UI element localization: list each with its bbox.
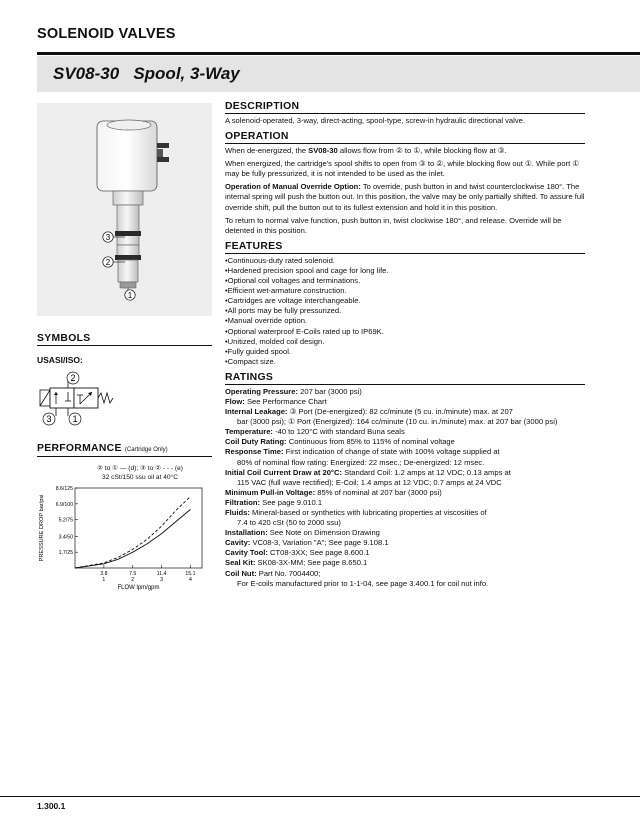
x-tick-label-gpm: 1 xyxy=(102,577,106,583)
feature-item: • Compact size. xyxy=(225,357,585,367)
title-band xyxy=(37,56,640,92)
port-2-label: 2 xyxy=(105,258,111,267)
feature-item: • Fully guided spool. xyxy=(225,347,585,357)
feature-item: • Hardened precision spool and cage for long life. xyxy=(225,266,585,276)
rating-row xyxy=(225,437,585,447)
rating-label: Minimum Pull-in Voltage: xyxy=(225,487,316,497)
x-tick-label-lpm: 3.8 xyxy=(100,571,108,577)
rating-label: Filtration: xyxy=(225,497,261,507)
y-tick-label: 6.9/100 xyxy=(55,501,73,508)
rating-continuation: 115 VAC (full wave rectified); E-Coil: 1.4 amps at 12 VDC; 0.7 amps at 24 VDC xyxy=(237,477,502,487)
rating-row xyxy=(225,528,585,538)
rating-text: First indication of change of state with 100% voltage supplied at xyxy=(283,447,500,457)
rating-label: Installation: xyxy=(225,528,268,538)
rating-text: Continuous from 85% to 115% of nominal voltage xyxy=(286,437,455,447)
rating-row xyxy=(225,468,585,488)
operation-p1: When de-energized, the SV08-30 allows flow from ② to ①, while blocking flow at ③. xyxy=(225,146,507,156)
feature-item: • Optional coil voltages and terminations. xyxy=(225,276,585,286)
rating-text: VC08-3, Variation "A"; See page 9.108.1 xyxy=(250,538,389,548)
rating-label: Temperature: xyxy=(225,427,273,437)
rating-row xyxy=(225,538,585,548)
rating-label: Coil Duty Rating: xyxy=(225,437,287,447)
rating-text: -40 to 120°C with standard Buna seals xyxy=(272,427,405,437)
operation-p3: Operation of Manual Override Option: To override, push button in and twist counterclockwise 180°. The internal spring will push the button out. In this position, the valve may be only partially shifted. To assure full override shift, pull the button out to its fullest extension and hold it in this position. xyxy=(225,182,585,212)
description-section xyxy=(225,101,585,126)
feature-item: • Continuous-duty rated solenoid. xyxy=(225,256,585,266)
y-tick-label: 3.4/50 xyxy=(58,534,73,541)
rating-label: Fluids: xyxy=(225,508,250,517)
rating-continuation: 7.4 to 420 cSt (50 to 2000 ssu) xyxy=(237,518,341,528)
x-tick-label-lpm: 15.1 xyxy=(185,571,196,577)
rating-label: Operating Pressure: xyxy=(225,386,299,396)
performance-chart xyxy=(37,480,217,595)
x-tick-label-lpm: 7.5 xyxy=(129,571,137,577)
performance-note: (Cartridge Only) xyxy=(124,447,168,453)
product-image-panel xyxy=(37,103,212,316)
ratings-section xyxy=(225,372,585,589)
symbols-heading: SYMBOLS xyxy=(37,333,212,346)
x-tick-label-lpm: 11.4 xyxy=(156,571,167,577)
rating-text: SK08-3X-MM; See page 8.650.1 xyxy=(255,558,368,568)
product-title: SV08-30 Spool, 3-Way xyxy=(53,64,240,83)
symbol-port-2: 2 xyxy=(70,373,76,383)
y-tick-label: 5.2/75 xyxy=(58,517,73,524)
rating-continuation: bar (3000 psi); ① Port (Energized): 164 cc/minute (10 cu. in./minute) max. at 207 bar (3000 psi) xyxy=(237,417,558,427)
features-heading: FEATURES xyxy=(225,241,585,254)
rating-label: Internal Leakage: xyxy=(225,407,288,417)
feature-item: • All ports may be fully pressurized. xyxy=(225,306,585,316)
y-tick-label: 1.7/25 xyxy=(58,550,73,557)
rating-label: Cavity Tool: xyxy=(225,548,268,558)
rating-text: Mineral-based or synthetics with lubricating properties at viscosities of xyxy=(249,508,487,517)
rating-text: 207 bar (3000 psi) xyxy=(298,386,362,396)
rating-label: Coil Nut: xyxy=(225,568,257,578)
rating-label: Cavity: xyxy=(225,538,251,548)
chart-legend-1: ② to ① — (d); ③ to ② - - - (e) xyxy=(97,465,183,472)
performance-title: PERFORMANCE xyxy=(37,443,122,454)
rating-label: Flow: xyxy=(225,396,245,406)
features-list xyxy=(225,256,585,367)
x-tick-label-gpm: 4 xyxy=(189,577,192,583)
rating-row xyxy=(225,447,585,467)
rating-row xyxy=(225,427,585,437)
feature-item: • Optional waterproof E-Coils rated up to IP69K. xyxy=(225,327,585,337)
x-tick-label-gpm: 3 xyxy=(160,577,164,583)
hydraulic-symbol xyxy=(37,368,127,430)
description-text: A solenoid-operated, 3-way, direct-acting, spool-type, screw-in hydraulic directional valve. xyxy=(225,116,525,125)
rating-row xyxy=(225,387,585,397)
x-axis-label: FLOW lpm/gpm xyxy=(117,585,160,591)
feature-item: • Cartridges are voltage interchangeable. xyxy=(225,296,585,306)
rating-row xyxy=(225,569,585,589)
rating-row xyxy=(225,407,585,427)
rating-text: See Performance Chart xyxy=(244,396,327,406)
rating-label: Seal Kit: xyxy=(225,558,256,568)
rating-row xyxy=(225,397,585,407)
symbol-port-1: 1 xyxy=(72,414,78,424)
rating-row xyxy=(225,488,585,498)
page-number: 1.300.1 xyxy=(37,801,66,811)
operation-section xyxy=(225,131,585,236)
rating-text: Standard Coil: 1.2 amps at 12 VDC; 0.13 amps at xyxy=(341,467,511,477)
usasi-label: USASI/ISO: xyxy=(37,355,83,365)
rating-row xyxy=(225,498,585,508)
operation-heading: OPERATION xyxy=(225,131,585,144)
footer-rule xyxy=(0,796,640,797)
rating-continuation: 80% of nominal flow rating: Energized: 22 msec.; De-energized: 12 msec. xyxy=(237,457,485,467)
rating-continuation: For E-coils manufactured prior to 1-1-04, see page 3.400.1 for coil nut info. xyxy=(237,578,489,588)
feature-item: • Manual override option. xyxy=(225,316,585,326)
ratings-heading: RATINGS xyxy=(225,372,585,385)
valve-illustration xyxy=(37,103,212,316)
performance-heading xyxy=(37,443,212,457)
rating-text: Part No. 7004400; xyxy=(256,568,321,578)
operation-p4: To return to normal valve function, push button in, twist clockwise 180°, and release. Override will be detented in this position. xyxy=(225,215,562,235)
features-section xyxy=(225,241,585,367)
chart-frame xyxy=(75,488,202,568)
chart-legend-2: 32 cSt/150 ssu oil at 40°C xyxy=(102,473,178,481)
symbol-port-3: 3 xyxy=(46,414,52,424)
port-3-label: 3 xyxy=(105,233,111,242)
rating-text: See Note on Dimension Drawing xyxy=(267,528,380,538)
y-tick-label: 8.6/125 xyxy=(55,486,73,492)
feature-item: • Unitized, molded coil design. xyxy=(225,337,585,347)
description-heading: DESCRIPTION xyxy=(225,101,585,114)
rating-text: 85% of nominal at 207 bar (3000 psi) xyxy=(315,487,442,497)
rating-text: ③ Port (De-energized): 82 cc/minute (5 cu. in./minute) max. at 207 xyxy=(287,407,513,417)
feature-item: • Efficient wet-armature construction. xyxy=(225,286,585,296)
rating-row xyxy=(225,558,585,568)
operation-p2: When energized, the cartridge's spool shifts to open from ③ to ②, while blocking flow out ①. While port ① may be fully pressurized, it is not intended to be used as the inlet. xyxy=(225,159,580,179)
section-title: SOLENOID VALVES xyxy=(37,26,176,42)
port-1-label: 1 xyxy=(127,291,133,300)
rating-text: See page 9.010.1 xyxy=(260,497,323,507)
rating-row xyxy=(225,508,585,528)
header-rule xyxy=(37,52,640,55)
rating-label: Initial Coil Current Draw at 20°C: xyxy=(225,467,342,477)
rating-row xyxy=(225,548,585,558)
x-tick-label-gpm: 2 xyxy=(131,577,135,583)
ratings-list xyxy=(225,387,585,589)
rating-label: Response Time: xyxy=(225,447,284,457)
y-axis-label: PRESSURE DROP bar/psi xyxy=(39,494,45,562)
rating-text: CT08-3XX; See page 8.600.1 xyxy=(267,548,370,558)
content-column xyxy=(225,101,585,594)
